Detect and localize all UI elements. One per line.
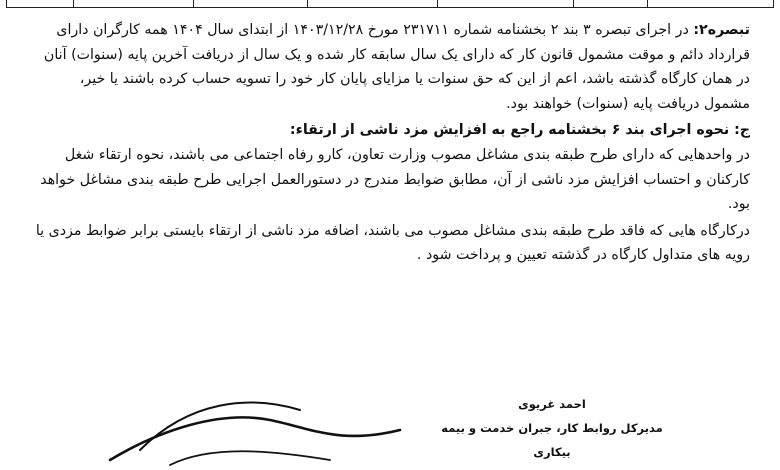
note-paragraph bbox=[30, 18, 750, 116]
table-column-divider bbox=[647, 0, 648, 7]
handwritten-signature bbox=[100, 390, 420, 470]
document-body bbox=[30, 18, 750, 268]
note-line-3: در همان کارگاه گذشته باشد، اعم از این که حق سنوات یا مزایای پایان کار خود را تسویه حساب کرده باشند یا خیر، bbox=[79, 71, 750, 88]
note-line-4: مشمول دریافت پایه (سنوات) خواهند بود. bbox=[506, 95, 750, 112]
section-paragraph-1: در واحدهایی که دارای طرح طبقه بندی مشاغل مصوب وزارت تعاون، کارو رفاه اجتماعی می باشند، نحوه ارتقاء شغل کارکنان و احتساب افزایش مزد ناشی از آن، مطابق ضوابط مندرج در دستورالعمل اجرایی طرح طبقه بندی مشاغل خواهد بود. bbox=[40, 146, 750, 213]
signature-block bbox=[432, 392, 672, 464]
note-line-1: تبصره۲: در اجرای تبصره ۳ بند ۲ بخشنامه شماره ۲۳۱۷۱۱ مورخ ۱۴۰۳/۱۲/۲۸ از ابتدای سال ۱۴۰۴ همه کارگران دارای bbox=[56, 22, 750, 38]
note-label: تبصره۲: bbox=[693, 22, 750, 38]
table-column-divider bbox=[307, 0, 308, 7]
table-column-divider bbox=[73, 0, 74, 7]
section-heading: ج: نحوه اجرای بند ۶ بخشنامه راجع به افزایش مزد ناشی از ارتقاء: bbox=[289, 122, 750, 139]
signatory-title: مدیرکل روابط کار، جبران خدمت و بیمه بیکاری bbox=[441, 421, 663, 459]
table-column-divider bbox=[193, 0, 194, 7]
signatory-name: احمد غریوی bbox=[518, 397, 586, 411]
section-paragraph-2: درکارگاه هایی که فاقد طرح طبقه بندی مشاغل مصوب می باشند، اضافه مزد ناشی از ارتقاء بایستی برابر ضوابط مزدی یا رویه های متداول کارگاه در گذشته تعیین و پرداخت شود . bbox=[35, 222, 750, 264]
table-bottom-border bbox=[6, 0, 774, 8]
note-line-2: قرارداد دائم و موقت مشمول قانون کار که دارای یک سال سابقه کار شده و یک سال از دریافت آخرین پایه (سنوات) آنان bbox=[43, 46, 750, 63]
table-column-divider bbox=[573, 0, 574, 7]
table-column-divider bbox=[437, 0, 438, 7]
